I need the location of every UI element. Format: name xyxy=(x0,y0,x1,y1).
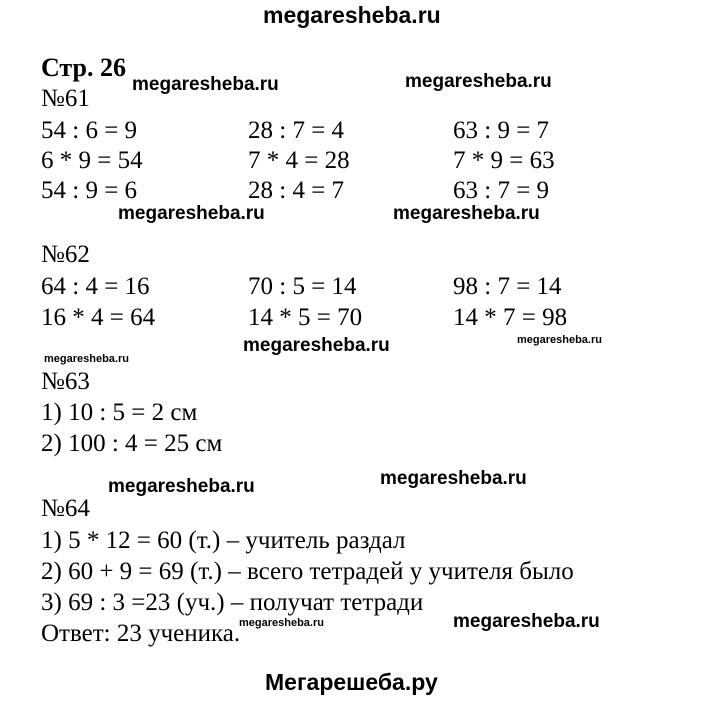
solution-line: 3) 69 : 3 =23 (уч.) – получат тетради xyxy=(41,589,424,616)
equation: 7 * 4 = 28 xyxy=(248,147,350,174)
watermark: megaresheba.ru xyxy=(118,203,265,224)
equation: 98 : 7 = 14 xyxy=(453,273,562,300)
answer-line: Ответ: 23 ученика. xyxy=(41,620,241,647)
watermark: megaresheba.ru xyxy=(405,71,552,92)
page-heading: Стр. 26 xyxy=(41,53,126,82)
task-63-label: №63 xyxy=(41,368,90,395)
watermark: megaresheba.ru xyxy=(44,353,129,365)
equation: 63 : 9 = 7 xyxy=(453,117,550,144)
equation: 14 * 7 = 98 xyxy=(453,304,568,331)
task-61-label: №61 xyxy=(41,85,90,112)
watermark: megaresheba.ru xyxy=(393,203,540,224)
watermark-top: megaresheba.ru xyxy=(263,2,441,28)
watermark: megaresheba.ru xyxy=(380,468,527,489)
equation: 70 : 5 = 14 xyxy=(248,273,357,300)
task-62-label: №62 xyxy=(41,241,90,268)
solution-line: 1) 5 * 12 = 60 (т.) – учитель раздал xyxy=(41,527,406,554)
solution-line: 2) 100 : 4 = 25 см xyxy=(41,430,223,457)
watermark: megaresheba.ru xyxy=(453,611,600,632)
equation: 64 : 4 = 16 xyxy=(41,273,150,300)
equation: 28 : 4 = 7 xyxy=(248,177,345,204)
watermark: megaresheba.ru xyxy=(517,334,602,346)
watermark-bottom: Мегарешеба.ру xyxy=(265,669,438,695)
equation: 16 * 4 = 64 xyxy=(41,304,156,331)
equation: 54 : 6 = 9 xyxy=(41,117,138,144)
watermark: megaresheba.ru xyxy=(108,476,255,497)
task-64-label: №64 xyxy=(41,495,90,522)
equation: 28 : 7 = 4 xyxy=(248,117,345,144)
equation: 6 * 9 = 54 xyxy=(41,147,143,174)
equation: 7 * 9 = 63 xyxy=(453,147,555,174)
watermark: megaresheba.ru xyxy=(132,74,279,95)
equation: 63 : 7 = 9 xyxy=(453,177,550,204)
equation: 54 : 9 = 6 xyxy=(41,177,138,204)
solution-line: 2) 60 + 9 = 69 (т.) – всего тетрадей у учителя было xyxy=(41,558,574,585)
equation: 14 * 5 = 70 xyxy=(248,304,363,331)
watermark: megaresheba.ru xyxy=(239,617,324,629)
watermark: megaresheba.ru xyxy=(243,335,390,356)
solution-line: 1) 10 : 5 = 2 см xyxy=(41,399,198,426)
